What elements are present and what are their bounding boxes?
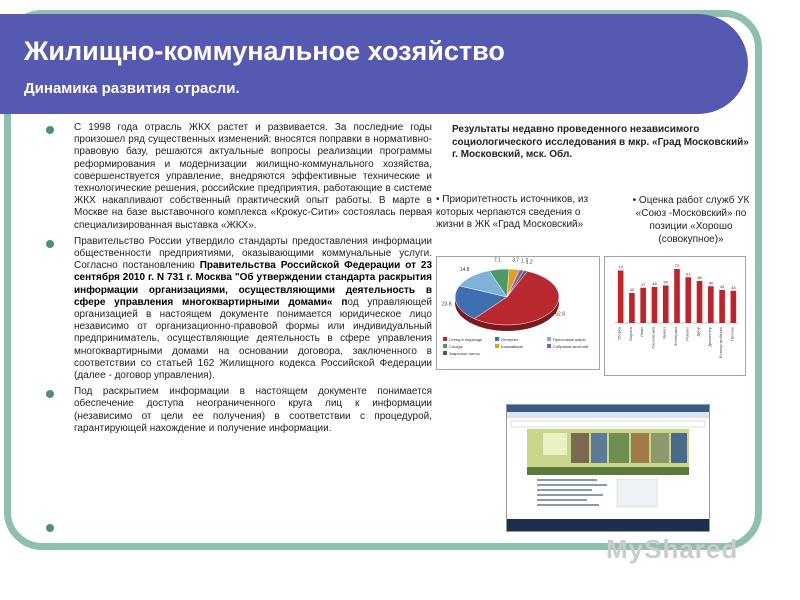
bar-value-label: 56: [697, 275, 702, 280]
pie-legend-swatch: [443, 344, 447, 348]
bar-value-label: 40: [629, 287, 635, 292]
pie-legend-label: Собрания жителей: [553, 344, 589, 349]
bar: [663, 286, 669, 324]
bar-category-label: Вывоз: [661, 327, 667, 339]
paragraph-disclosure: Под раскрытием информации в настоящем документе понимается обеспечение доступа неограниченного круга лиц к информации (независимо от цели ее получения) в соответствии с процедурой, гарантирующей нахождение и получение информации.: [74, 386, 432, 434]
bar: [674, 269, 680, 323]
bar: [629, 293, 635, 323]
bar: [708, 286, 714, 323]
bar: [719, 290, 725, 323]
bar-chart: [605, 257, 745, 375]
paragraph-standards: Правительство России утвердило стандарты предоставления информации общественности предприятиями, оказывающими коммунальные услуги. Согласно постановлению Правительства Российской Федерации от 23 сентября 2010 г. N 731 г. Москва "Об утверждении стандарта раскрытия информации организациями, осуществляющими деятельность в сфере управления многоквартирными домами« под управляющей организацией в настоящем документе понимается юридическое лицо независимо от организационно-правовой формы или индивидуальный предприниматель, осуществляющие деятельность в сфере управления многоквартирными домами на основании договора, заключенного в соответствии со статьей 162 Жилищного кодекса Российской Федерации (далее - договор управления).: [74, 235, 432, 382]
bullet-dot: [46, 240, 54, 248]
bullet-item: [46, 236, 432, 382]
bar: [731, 291, 737, 323]
website-thumbnail: [507, 405, 709, 531]
pie-value-label: 3.7: [512, 257, 520, 264]
bar-value-label: 47: [640, 281, 646, 287]
research-heading: Результаты недавно проведенного независимого социологического исследования в мкр. «Град Московский» г. Московский, мск. Обл.: [452, 124, 749, 160]
pie-legend-swatch: [495, 337, 499, 341]
bar-value-label: 44: [719, 284, 725, 289]
bar-category-label: Сантехника: [650, 327, 656, 349]
bullet-dot: [46, 126, 54, 134]
pie-value-label: 7.1: [493, 257, 501, 264]
bar-value-label: 70: [618, 264, 623, 270]
pie-value-label: 23.8: [441, 301, 452, 308]
bar-category-label: Диспетчер: [706, 327, 712, 347]
bar-chart-panel: [604, 256, 746, 376]
bullet-dot-empty: [46, 524, 54, 532]
slide-subtitle: Динамика развития отрасли.: [24, 80, 240, 97]
bar-category-label: Уборка: [616, 327, 622, 341]
bar: [618, 271, 624, 324]
pie-legend-label: Прессовые шары: [553, 337, 586, 342]
watermark-logo: MyShared: [606, 534, 739, 564]
bar-value-label: 49: [708, 280, 714, 286]
bar-category-label: Благоустройство: [718, 327, 724, 359]
pie-legend-label: Стенд в подъезде: [449, 337, 483, 342]
pie-legend-label: Интернет: [501, 337, 519, 342]
bar-category-label: Ремонт: [684, 327, 690, 341]
slide-header: [0, 14, 748, 114]
pie-chart-panel: [436, 256, 600, 370]
bar: [652, 287, 658, 323]
bar-category-label: Электрика: [673, 327, 678, 347]
bullet-item: [46, 122, 432, 232]
paragraph-history: С 1998 года отрасль ЖКХ растет и развивается. За последние годы произошел ряд существенных изменений: вносятся поправки в нормативно-правовую базу, решаются актуальные вопросы реализации программы реформирования и модернизации жилищно-коммунального хозяйства, совершенствуется управление, внедряются эффективные технические и технологические решения, российские предприятия, работающие в системе ЖКХ накапливают собственный практический опыт работы. В марте в Москве на базе выставочного комплекса «Крокус-Сити» состоялась первая специализированная выставка «ЖКХ».: [74, 122, 432, 231]
pie-legend-label: Закрытые листы: [449, 351, 480, 356]
pie-value-label: 14.8: [459, 266, 470, 273]
bar-caption: • Оценка работ служб УК «Союз -Московский» по позиции «Хорошо (совокупное)»: [632, 195, 750, 245]
bar-category-label: Лифт: [639, 327, 645, 337]
slide-title: Жилищно-коммунальное хозяйство: [24, 36, 505, 66]
pie-caption: • Приоритетность источников, из которых черпаются сведения о жизни в ЖК «Град Московский»: [436, 194, 589, 230]
pie-legend-label: Ближайшие: [501, 344, 523, 349]
pie-legend-swatch: [495, 344, 499, 348]
pie-value-label: 1.2: [525, 259, 533, 266]
bar-value-label: 50: [663, 279, 668, 285]
bar-category-label: Охрана: [627, 327, 633, 341]
bar: [685, 277, 691, 323]
bar-value-label: 72: [674, 263, 680, 268]
pie-value-label: 1.7: [521, 258, 529, 265]
pie-legend-swatch: [443, 337, 447, 341]
bar-category-label: Прочее: [729, 327, 735, 341]
bar-value-label: 48: [652, 281, 657, 286]
left-text-column: [46, 122, 432, 439]
pie-legend-swatch: [547, 337, 551, 341]
bullet-dot: [46, 390, 54, 398]
bar: [697, 281, 703, 323]
pie-legend-swatch: [443, 351, 447, 355]
bar-category-label: Двор: [695, 327, 701, 337]
bar: [640, 288, 646, 323]
pie-chart: [437, 257, 599, 369]
bar-value-label: 61: [686, 271, 691, 277]
website-screenshot: [506, 404, 710, 532]
bar-value-label: 43: [731, 284, 736, 290]
pie-legend-swatch: [547, 344, 551, 348]
pie-legend-label: Соседи: [449, 344, 463, 349]
pie-value-label: 62.6: [555, 311, 566, 318]
bullet-item: [46, 386, 432, 435]
